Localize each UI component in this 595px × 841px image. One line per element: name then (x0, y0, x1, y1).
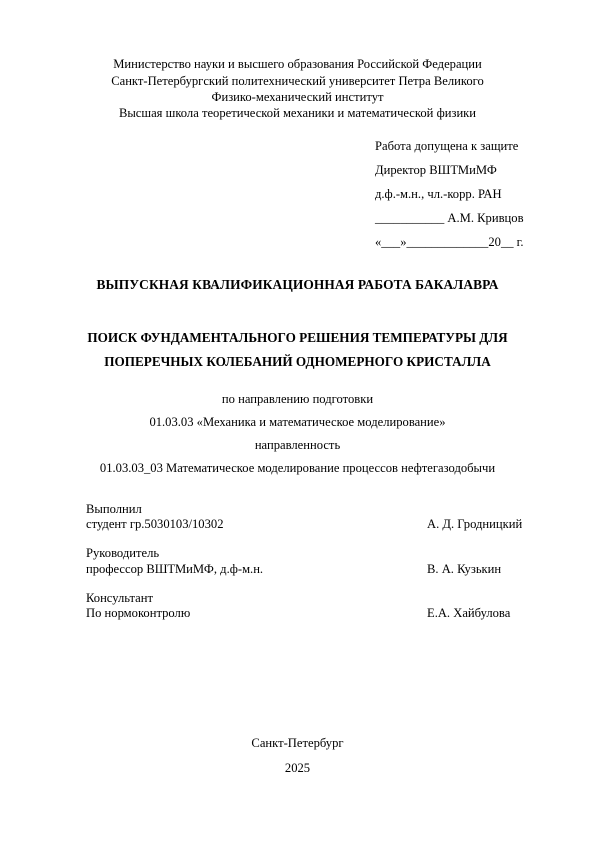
university-line: Санкт-Петербургский политехнический университет Петра Великого (111, 74, 484, 88)
consultant-name: Е.А. Хайбулова (427, 606, 511, 620)
ministry-line: Министерство науки и высшего образования Российской Федерации (113, 57, 482, 71)
approval-admitted: Работа допущена к защите (375, 139, 519, 153)
direction-value: 01.03.03 «Механика и математическое моделирование» (149, 415, 446, 429)
work-type-title: ВЫПУСКНАЯ КВАЛИФИКАЦИОННАЯ РАБОТА БАКАЛАВРА (96, 277, 499, 292)
direction-label: по направлению подготовки (221, 392, 374, 406)
school-line: Высшая школа теоретической механики и математической физики (118, 106, 477, 120)
consultant-position: По нормоконтролю (86, 606, 191, 620)
supervisor-name: В. А. Кузькин (427, 562, 502, 576)
footer-year: 2025 (284, 761, 311, 775)
institute-line: Физико-механический институт (211, 90, 384, 104)
footer-city: Санкт-Петербург (251, 736, 344, 750)
consultant-role: Консультант (86, 591, 154, 605)
topic-title-line-2: ПОПЕРЕЧНЫХ КОЛЕБАНИЙ ОДНОМЕРНОГО КРИСТАЛЛА (104, 354, 491, 369)
orientation-label: направленность (254, 438, 341, 452)
supervisor-role: Руководитель (86, 546, 160, 560)
approval-signature: ___________ А.М. Кривцов (375, 211, 524, 225)
approval-degree: д.ф.-м.н., чл.-корр. РАН (375, 187, 502, 201)
supervisor-position: профессор ВШТМиМФ, д.ф-м.н. (86, 562, 264, 576)
orientation-value: 01.03.03_03 Математическое моделирование процессов нефтегазодобычи (99, 461, 496, 475)
approval-date: «___»_____________20__ г. (375, 235, 524, 249)
approval-director: Директор ВШТМиМФ (375, 163, 497, 177)
performer-name: А. Д. Гродницкий (427, 517, 523, 531)
performer-role: Выполнил (86, 502, 142, 516)
performer-position: студент гр.5030103/10302 (86, 517, 224, 531)
topic-title-line-1: ПОИСК ФУНДАМЕНТАЛЬНОГО РЕШЕНИЯ ТЕМПЕРАТУРЫ ДЛЯ (87, 330, 508, 345)
